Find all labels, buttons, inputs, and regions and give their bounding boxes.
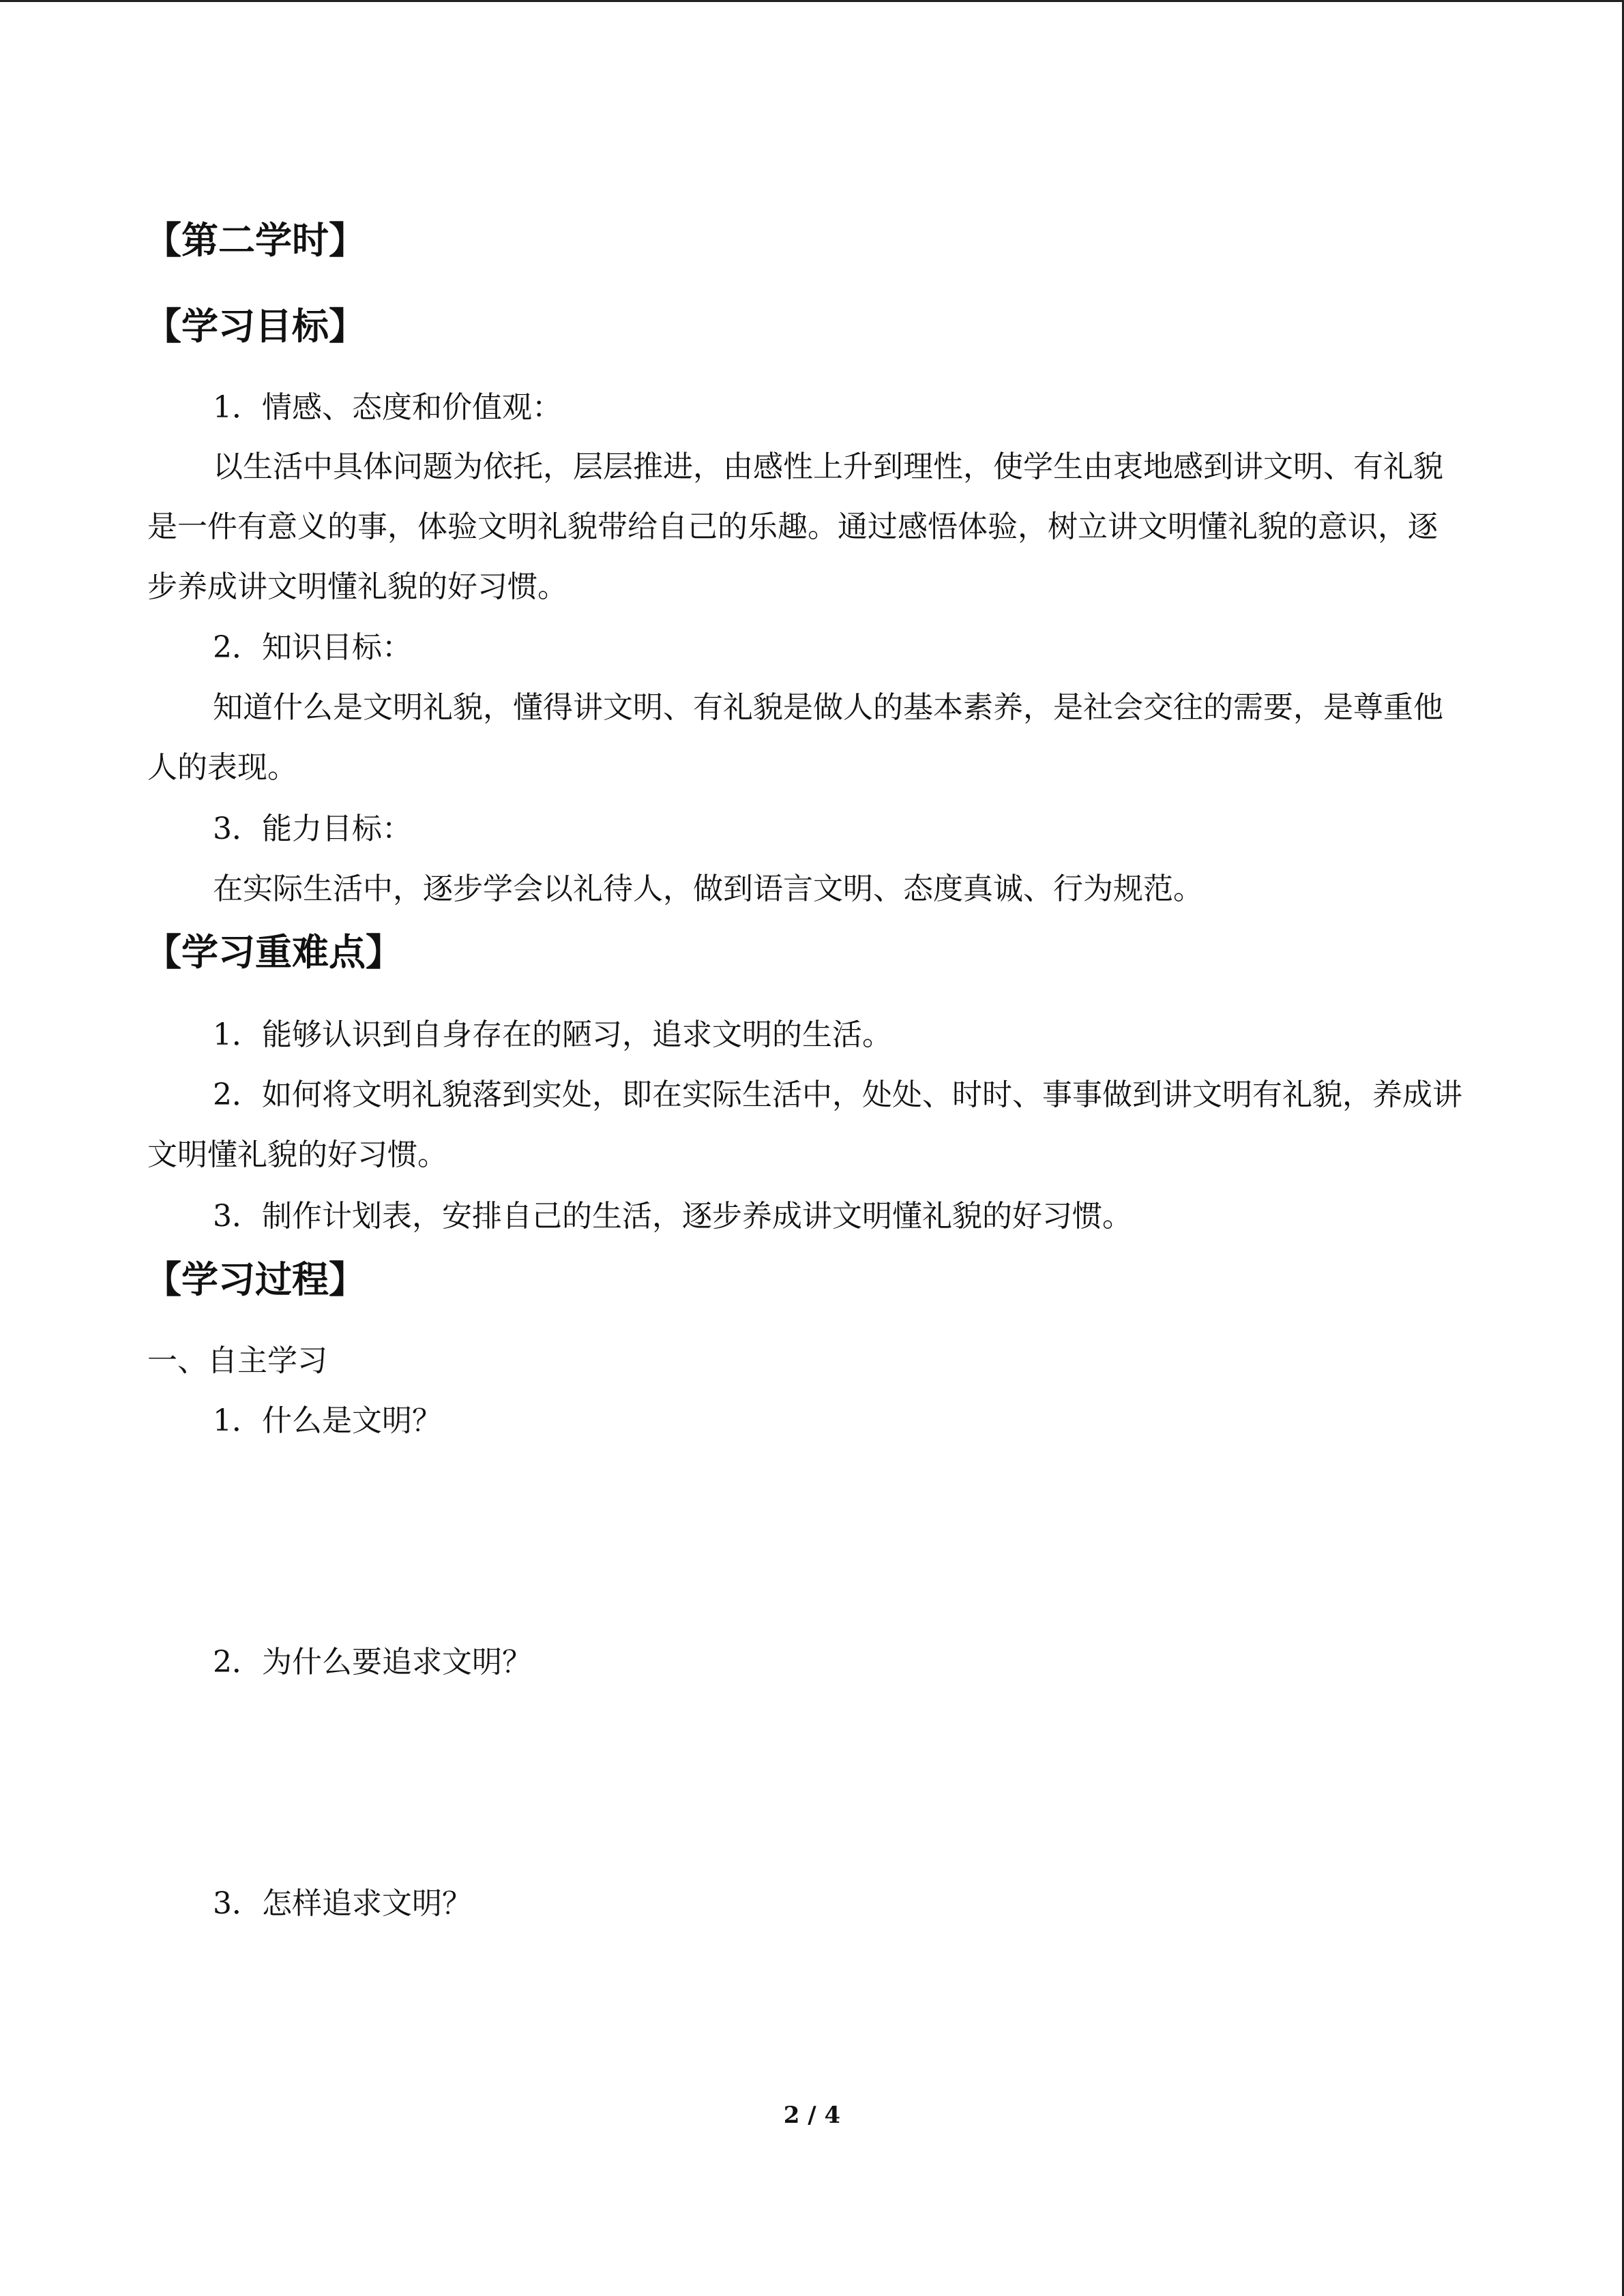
goal-1-label: 1．情感、态度和价值观： [213,390,562,425]
lesson-title: 【第二学时】 [145,219,366,262]
keypoint-2: 2．如何将文明礼貌落到实处，即在实际生活中，处处、时时、事事做到讲文明有礼貌，养成讲文明懂礼貌的好习惯。 [147,1077,1462,1172]
keypoint-3: 3．制作计划表，安排自己的生活，逐步养成讲文明懂礼貌的好习惯。 [213,1199,1132,1234]
goal-3-text: 在实际生活中，逐步学会以礼待人，做到语言文明、态度真诚、行为规范。 [213,871,1203,906]
question-2: 2．为什么要追求文明？ [213,1645,532,1680]
goal-2-text: 知道什么是文明礼貌，懂得讲文明、有礼貌是做人的基本素养，是社会交往的需要，是尊重他人的表现。 [147,690,1443,785]
process-title: 【学习过程】 [145,1258,366,1301]
goal-3-label: 3．能力目标： [213,811,412,846]
page-number: 2 / 4 [783,2102,841,2129]
goal-1-text: 以生活中具体问题为依托，层层推进，由感性上升到理性，使学生由衷地感到讲文明、有礼貌是一件有意义的事，体验文明礼貌带给自己的乐趣。通过感悟体验，树立讲文明懂礼貌的意识，逐步养成讲文明懂礼貌的好习惯。 [147,449,1443,604]
question-1: 1．什么是文明？ [213,1403,442,1438]
question-3: 3．怎样追求文明？ [213,1886,472,1921]
keypoint-1: 1．能够认识到自身存在的陋习，追求文明的生活。 [213,1017,892,1052]
keypoints-title: 【学习重难点】 [145,931,402,974]
goals-title: 【学习目标】 [145,305,366,348]
goal-2-label: 2．知识目标： [213,630,412,665]
page-border-top [0,0,1624,2]
part-1-title: 一、自主学习 [147,1343,327,1378]
